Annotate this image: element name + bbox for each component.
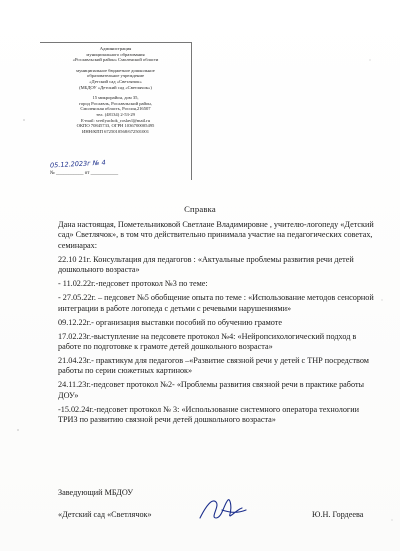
body-paragraph: - 11.02.22г.-педсовет протокол №3 по теме:: [58, 279, 208, 289]
body-paragraph: Дана настоящая, Пометельниковой Светлане Владимировне , учителю-логопеду «Детский сад» Светлячок», в том что действительно принимала участие на педагогических советах, семинарах:: [58, 220, 374, 250]
letterhead-line: «Рославльский район» Смоленской области: [72, 57, 159, 63]
footer-signatory-name: Ю.Н. Гордеева: [312, 510, 364, 519]
letterhead-line: муниципального образования: [86, 51, 145, 57]
letterhead-line: Смоленская область, Россия,216507: [80, 106, 151, 112]
body-paragraph: -15.02.24г.-педсовет протокол № 3: «Использование системного оператора технологии ТРИЗ по развитию связной речи детей дошкольного возраста»: [58, 404, 360, 425]
letterhead-line: муниципальное бюджетное дошкольное: [76, 67, 155, 73]
letterhead-line: E-mail: svetlyachok_roslavl@mail.ru: [80, 117, 151, 123]
number-line: № ___________ от ___________: [50, 171, 119, 176]
letterhead-line: «Детский сад «Светлячок»: [89, 78, 142, 84]
body-paragraph: 17.02.23г.-выступление на педсовете протокол №4: «Нейропсихологический подход в работе по подготовке к грамоте детей дошкольного возраста»: [58, 331, 357, 352]
letterhead-line: тел. (48134) 2-53-29: [96, 111, 135, 117]
letterhead-line: 15 микрорайон, дом 35,: [92, 95, 139, 101]
letterhead-line: ИНН/КПП 6725010568/672501001: [82, 128, 149, 134]
body-paragraph: 24.11.23г.-педсовет протокол №2- «Проблемы развития связной речи в практике работы ДОУ»: [58, 380, 365, 400]
letterhead-line: город Рославль, Рославльский район,: [79, 100, 152, 106]
letterhead-line: Администрация: [99, 46, 132, 51]
letterhead-line: (МБДОУ «Детский сад «Светлячок»): [79, 84, 152, 90]
letterhead-line: образовательное учреждение: [87, 73, 144, 79]
body-paragraph: 09.12.22г.- организация выставки пособий по обучению грамоте: [58, 317, 282, 327]
letterhead-line: ОКПО 70845733, ОГРН 1036700005495: [76, 123, 155, 129]
signature-icon: [192, 488, 252, 528]
handwritten-date: [50, 160, 180, 168]
document-title: Справка: [184, 204, 216, 214]
body-paragraph: - 27.05.22г. – педсовет №5 обобщение опыта по теме : «Использование методов сенсорной интеграции в работе логопеда с детьми с речевыми нарушениями»: [58, 293, 374, 313]
body-paragraph: 22.10 21г. Консультация для педагогов : «Актуальные проблемы развития речи детей дошкольного возраста»: [58, 254, 354, 275]
footer-organization: «Детский сад «Светлячок»: [58, 510, 152, 519]
body-paragraph: 21.04.23г.- практикум для педагогов –«Развитие связной речи у детей с ТНР посредством работы по серии сюжетных картинок»: [58, 356, 369, 376]
footer-position: Заведующий МБДОУ: [58, 488, 134, 497]
document-body: [58, 220, 380, 429]
handwritten-date-text: 05.12.2023г № 4: [49, 158, 106, 170]
